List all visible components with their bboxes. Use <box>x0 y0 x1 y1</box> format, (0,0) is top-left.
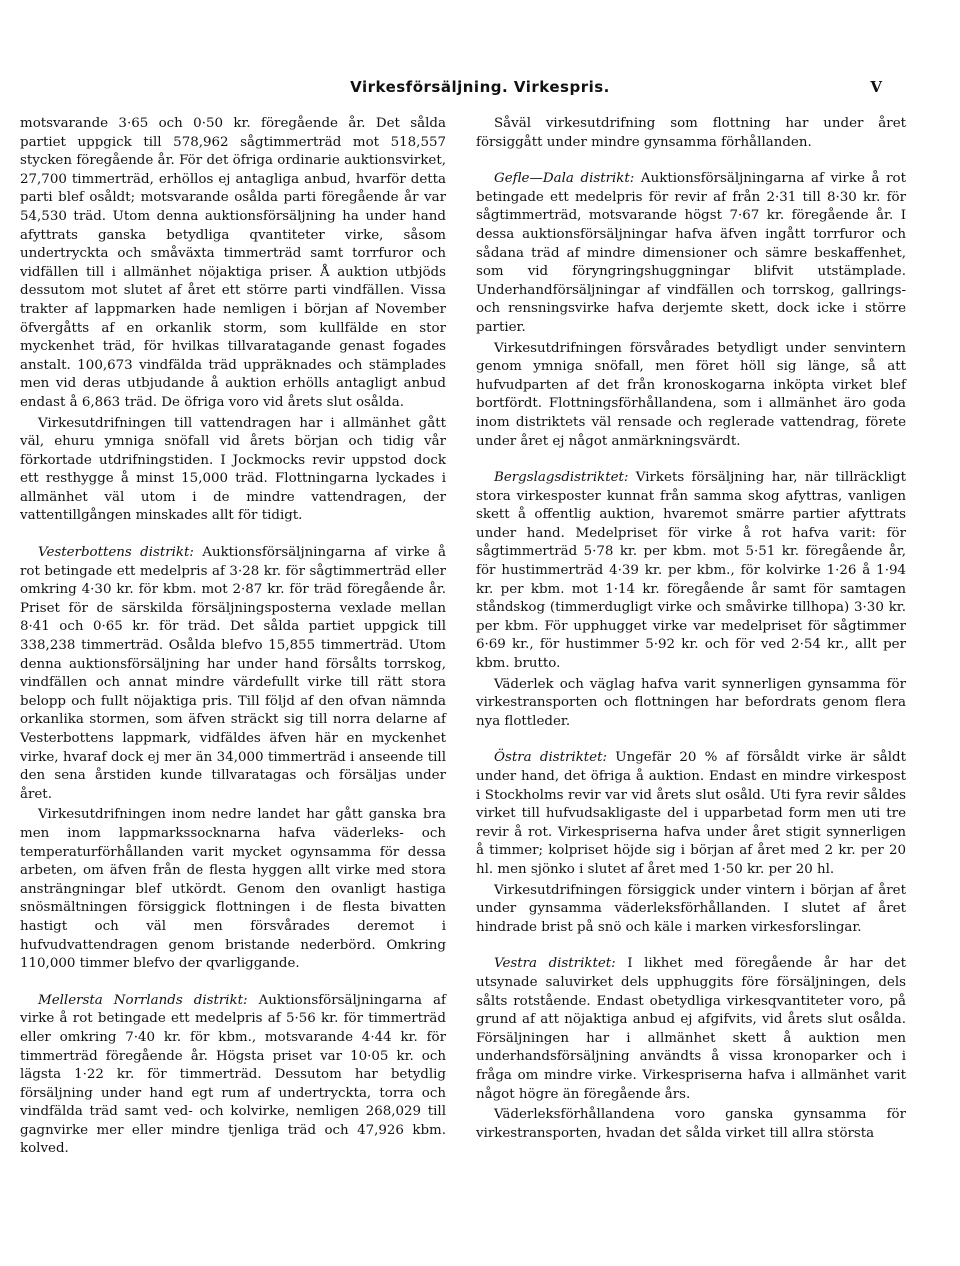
paragraph-text: Auktionsförsäljningarna af virke å rot betingade ett medelpris af 3·28 kr. för sågtimmerträd eller omkring 4·30 kr. för kbm. mot 2·87 kr. för träd föregående år. Priset för de särskilda försäljningsposterna vexlade mellan 8·41 och 0·65 kr. för träd. Det sålda partiet uppgick till 338,238 timmerträd. Osålda blefvo 15,855 timmerträd. Utom denna auktionsförsäljning har under hand försålts torrskog, vindfällen och annat mindre värdefullt virke till rätt stora belopp och fullt nöjaktiga pris. Till följd af den ofvan nämnda orkanlika stormen, som äfven sträckt sig till norra delarne af Vesterbottens lappmark, vidfäldes äfven här en myckenhet virke, hvaraf dock ej mer än 34,000 timmerträd i anseende till den sena årstiden kunde tillvaratagas och försäljas under året. <box>20 545 446 802</box>
district-heading-gefle-dala: Gefle—Dala distrikt: <box>494 171 635 187</box>
paragraph-bergslag-transport: Väderlek och väglag hafva varit synnerligen gynsamma för virkestransporten och flottningen har befordrats genom flera nya flottleder. <box>476 676 906 729</box>
page-header <box>0 78 960 102</box>
paragraph-text: I likhet med föregående år har det utsynade saluvirket dels upphuggits före försäljningen, dels sålts rotstående. Endast obetydliga virkesqvantiteter voro, på grund af att nöjaktiga anbud ej afgifvits, vid årets slut osålda. Försäljningen har i allmänhet skett å auktion men underhandsförsäljning användts å vissa kronoparker och i fråga om mindre virke. Virkespriserna hafva i allmänhet varit något högre än föregående års. <box>476 956 906 1102</box>
paragraph-norrbotten-transport: Virkesutdrifningen till vattendragen har i allmänhet gått väl, ehuru ymniga snöfall vid årets början och tidig vår förkortade utdrifningstiden. I Jockmocks revir uppstod dock ett resthygge å minst 15,000 träd. Flottningarna lyckades i allmänhet väl utom i de mindre vattendragen, der vattentillgången minskades allt för tidigt. <box>20 415 446 524</box>
paragraph-vesterbotten <box>20 544 446 804</box>
left-column <box>20 115 446 1159</box>
paragraph-bergslag <box>476 469 906 674</box>
district-heading-vestra: Vestra distriktet: <box>494 956 616 972</box>
paragraph-gefle-dala-transport: Virkesutdrifningen försvårades betydligt under senvintern genom ymniga snöfall, men föret höll sig länge, så att hufvudparten af det från kronoskogarna inköpta virket blef bortfördt. Flottningsförhållandena, som i allmänhet äro goda inom distriktets väl rensade och reglerade vattendrag, förete under året ej något anmärkningsvärdt. <box>476 340 906 449</box>
district-heading-mellersta-norrland: Mellersta Norrlands distrikt: <box>38 992 248 1008</box>
paragraph-vestra <box>476 955 906 1104</box>
district-heading-vesterbotten: Vesterbottens distrikt: <box>38 545 194 561</box>
right-column <box>476 115 906 1143</box>
district-heading-ostra: Östra distriktet: <box>494 750 608 766</box>
running-head: Virkesförsäljning. Virkespris. <box>350 78 610 96</box>
paragraph-gefle-dala <box>476 170 906 337</box>
paragraph-mellersta-norrland <box>20 992 446 1159</box>
paragraph-ostra <box>476 749 906 879</box>
paragraph-mellersta-transport: Såväl virkesutdrifning som flottning har under året försiggått under mindre gynsamma förhållanden. <box>476 116 906 150</box>
district-heading-bergslag: Bergslagsdistriktet: <box>494 470 629 486</box>
paragraph-text: Virkets försäljning har, när tillräckligt stora virkesposter kunnat från samma skog afyttras, vanligen skett å offentlig auktion, hvaremot smärre partier afyttrats under hand. Medelpriset för virke å rot hafva varit: för sågtimmerträd 5·78 kr. per kbm. mot 5·51 kr. föregående år, för hustimmerträd 4·39 kr. per kbm., för kolvirke 1·26 å 1·94 kr. per kbm. mot 1·14 kr. föregående år samt för samtagen ståndskog (timmerdugligt virke och småvirke tillhopa) 3·30 kr. per kbm. För upphugget virke var medelpriset för sågtimmer 6·69 kr., för hustimmer 5·92 kr. och för ved 2·54 kr., allt per kbm. brutto. <box>476 470 906 672</box>
page-number: V <box>870 78 882 96</box>
paragraph-text: Ungefär 20 % af försåldt virke är såldt under hand, det öfriga å auktion. Endast en mindre virkespost i Stockholms revir var vid årets slut osåld. Uti fyra revir såldes virket till hufvudsakligaste del i upparbetad form men uti tre revir å rot. Virkespriserna hafva under året stigit synnerligen å timmer; kolpriset höjde sig i början af året med 2 kr. per 20 hl. men sjönko i slutet af året med 1·50 kr. per 20 hl. <box>476 750 906 877</box>
paragraph-norrbotten-sales: motsvarande 3·65 och 0·50 kr. föregående år. Det sålda partiet uppgick till 578,962 sågtimmerträd mot 518,557 stycken föregående år. För det öfriga ordinarie auktionsvirket, 27,700 timmerträd, erhöllos ej antagliga anbud, hvarför detta parti blef osåldt; motsvarande osålda parti föregående år var 54,530 träd. Utom denna auktionsförsäljning ha under hand afyttrats ganska betydliga qvantiteter virke, såsom undertryckta och småväxta timmerträd samt torrfuror och vidfällen till i allmänhet nöjaktiga priser. Å auktion utbjöds dessutom mot slutet af året ett större parti vindfällen. Vissa trakter af lappmarken hade nemligen i början af November öfvergåtts af en orkanlik storm, som kullfälde en stor myckenhet träd, för hvilkas tillvaratagande genast fogades anstalt. 100,673 vindfälda träd uppräknades och stämplades men vid deras utbjudande å auktion erhölls antagligt anbud endast å 6,863 träd. De öfriga voro vid årets slut osålda. <box>20 116 446 410</box>
paragraph-vestra-transport: Väderleksförhållandena voro ganska gynsamma för virkestransporten, hvadan det sålda virket till allra största <box>476 1107 906 1141</box>
paragraph-ostra-transport: Virkesutdrifningen försiggick under vintern i början af året under gynsamma väderleksförhållanden. I slutet af året hindrade brist på snö och käle i marken virkesforslingar. <box>476 882 906 935</box>
paragraph-text: Auktionsförsäljningarna af virke å rot betingade ett medelpris af 5·56 kr. för timmerträd eller omkring 7·40 kr. för kbm., motsvarande 4·44 kr. för timmerträd föregående år. Högsta priset var 10·05 kr. och lägsta 1·22 kr. för timmerträd. Dessutom har betydlig försäljning under hand egt rum af undertryckta, torra och vindfälda träd samt ved- och kolvirke, nemligen 268,029 till gagnvirke mer eller mindre tjenliga träd och 47,926 kbm. kolved. <box>20 992 446 1157</box>
paragraph-text: Auktionsförsäljningarna af virke å rot betingade ett medelpris för revir af från 2·31 till 8·30 kr. för sågtimmerträd, motsvarande högst 7·67 kr. föregående år. I dessa auktionsförsäljningar hafva äfven ingått torrfuror och sådana träd af mindre dimensioner och sämre beskaffenhet, som vid föryngringshuggningar blifvit utstämplade. Underhandförsäljningar af vindfällen och torrskog, gallrings- och rensningsvirke hafva derjemte skett, dock icke i större partier. <box>476 171 906 335</box>
paragraph-vesterbotten-transport: Virkesutdrifningen inom nedre landet har gått ganska bra men inom lappmarkssocknarna hafva väderleks- och temperaturförhållanden varit mycket ogynsamma för dessa arbeten, om äfven från de flesta hyggen allt virke med stora ansträngningar blef utkördt. Genom den ovanligt hastiga snösmältningen försiggick flottningen i de flesta bivatten hastigt och väl men försvårades deremot i hufvudvattendragen genom bristande nederbörd. Omkring 110,000 timmer blefvo der qvarliggande. <box>20 807 446 972</box>
